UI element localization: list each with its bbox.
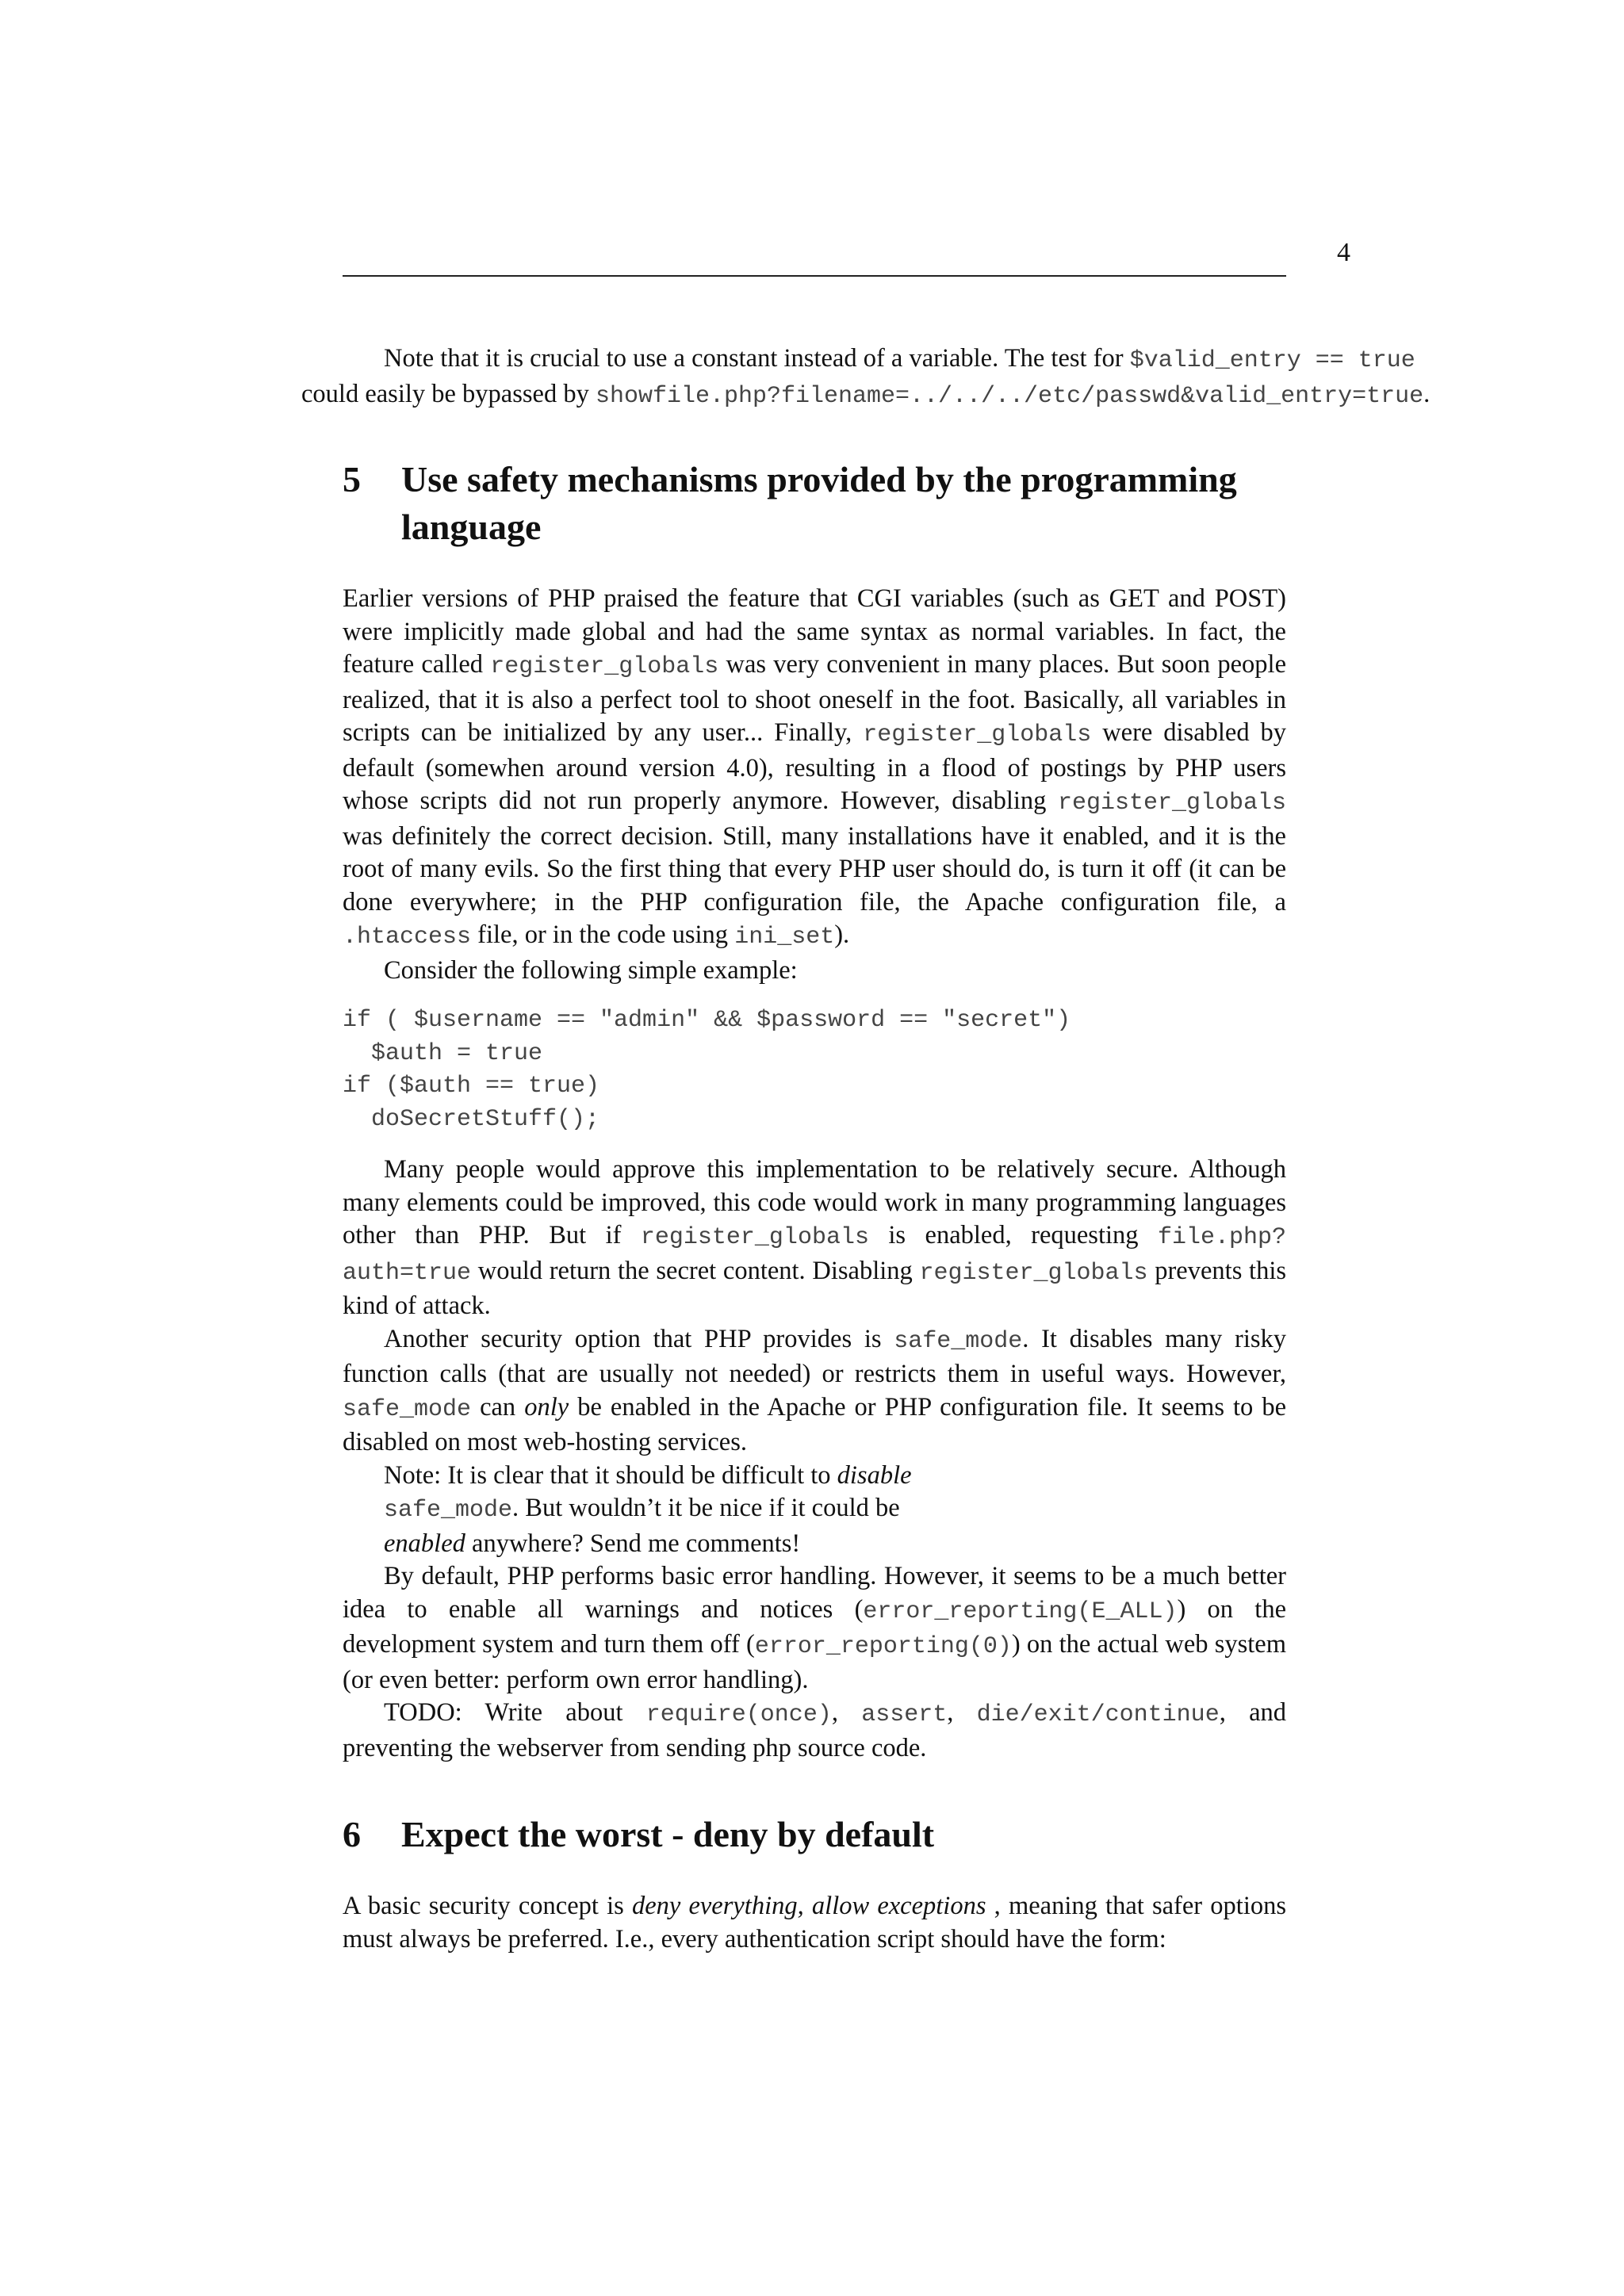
emphasis: deny everything, allow exceptions <box>631 1892 986 1920</box>
code-line: doSecretStuff(); <box>343 1105 600 1133</box>
inline-code: error_reporting(0) <box>754 1633 1012 1660</box>
page-number: 4 <box>1337 238 1350 267</box>
text: would return the secret content. Disabling <box>471 1256 920 1285</box>
text: could easily be bypassed by <box>301 379 596 408</box>
inline-code: safe_mode <box>894 1327 1023 1355</box>
code-block <box>343 1004 1286 1136</box>
text: By default, PHP performs basic error handling. However, it seems to be a much better idea to enable all warnings and notices ( <box>343 1562 1286 1624</box>
note-line <box>384 1492 1286 1528</box>
text: be enabled in the Apache or PHP configuration file. It seems to be disabled on most web-hosting services. <box>343 1392 1286 1456</box>
inline-code: showfile.php?filename=../../../etc/passwd&valid_entry=true <box>595 382 1424 410</box>
section-6-heading <box>343 1811 1286 1858</box>
note-line <box>384 1460 1286 1493</box>
text: Note: It is clear that it should be difficult to <box>384 1460 837 1490</box>
text: A basic security concept is <box>343 1892 632 1920</box>
text: ). <box>834 920 850 949</box>
inline-code: file.php?auth=true <box>343 1224 1286 1287</box>
text: is enabled, requesting <box>868 1221 1158 1249</box>
inline-code: error_reporting(E_ALL) <box>863 1598 1178 1625</box>
emphasis: disable <box>837 1460 912 1490</box>
text: was definitely the correct decision. Still, many installations have it enabled, and it is the root of many evils. So the first thing that every PHP user should do, is turn it off (it can be done everywhere; in the PHP configuration file, the Apache configuration file, a <box>343 821 1286 916</box>
section-number: 5 <box>343 459 361 499</box>
inline-code: assert <box>861 1701 948 1728</box>
section-title: Expect the worst - deny by default <box>401 1814 935 1854</box>
note-line <box>384 1528 1286 1561</box>
text: can <box>471 1392 525 1422</box>
text: Many people would approve this implementation to be relatively secure. Although many elements could be improved, this code would work in many programming languages other than PHP. But if <box>343 1155 1286 1249</box>
text: prevents this kind of attack. <box>343 1256 1287 1320</box>
inline-code: die/exit/continue <box>976 1701 1220 1728</box>
paragraph-error-handling <box>343 1560 1286 1697</box>
text: was very convenient in many places. But soon people realized, that it is also a perfect tool to shoot oneself in the foot. Basically, all variables in scripts can be initialized by any user... Finally, <box>343 650 1287 747</box>
emphasis: enabled <box>384 1529 465 1558</box>
inline-code: safe_mode <box>384 1497 513 1524</box>
text: , and preventing the webserver from sending php source code. <box>343 1698 1287 1762</box>
code-line: if ( $username == "admin" && $password == "secret") <box>343 1007 1071 1034</box>
text: TODO: Write about <box>384 1698 646 1727</box>
text: file, or in the code using <box>471 920 735 949</box>
inline-code: require(once) <box>645 1701 832 1728</box>
paragraph-approve-implementation <box>343 1154 1286 1323</box>
page-body <box>301 342 1431 1956</box>
section-title: Use safety mechanisms provided by the programming language <box>401 459 1237 547</box>
inline-code: register_globals <box>1057 790 1286 817</box>
text: . <box>1423 379 1431 408</box>
section-5-heading <box>343 456 1286 551</box>
inline-code: $valid_entry == true <box>1129 347 1415 374</box>
text: were disabled by default (somewhen around version 4.0), resulting in a flood of postings by PHP users whose scripts did not run properly anymore. However, disabling <box>343 718 1287 815</box>
code-line: if ($auth == true) <box>343 1073 600 1100</box>
paragraph-todo <box>343 1697 1286 1765</box>
inline-code: register_globals <box>490 653 719 680</box>
paragraph-deny-by-default <box>343 1890 1286 1956</box>
text: , meaning that safer options must always be preferred. I.e., every authentication script should have the form: <box>343 1892 1286 1954</box>
emphasis: only <box>524 1392 569 1422</box>
paragraph-register-globals <box>343 583 1286 955</box>
text: Another security option that PHP provides is <box>384 1324 894 1353</box>
paragraph-constant-note <box>301 342 1431 413</box>
text: ) on the actual web system (or even better: perform own error handling). <box>343 1630 1286 1694</box>
inline-code: safe_mode <box>343 1395 472 1423</box>
text: , <box>947 1698 977 1727</box>
paragraph-safe-mode <box>343 1323 1286 1460</box>
text: Note that it is crucial to use a constant instead of a variable. The test for <box>384 344 1130 373</box>
text: anywhere? Send me comments! <box>465 1529 801 1558</box>
paragraph-consider-example: Consider the following simple example: <box>384 955 798 985</box>
text: . But wouldn’t it be nice if it could be <box>512 1494 900 1522</box>
inline-code: register_globals <box>863 721 1092 748</box>
text: . It disables many risky function calls (that are usually not needed) or restricts them in useful ways. However, <box>343 1324 1287 1388</box>
section-number: 6 <box>343 1814 361 1854</box>
inline-code: .htaccess <box>343 924 472 951</box>
code-line: $auth = true <box>343 1039 543 1067</box>
header-rule <box>343 275 1286 277</box>
note-block <box>343 1460 1286 1561</box>
text: ) on the development system and turn them off ( <box>343 1594 1286 1659</box>
text: Earlier versions of PHP praised the feature that CGI variables (such as GET and POST) were implicitly made global and had the same syntax as normal variables. In fact, the feature called <box>343 584 1286 679</box>
inline-code: register_globals <box>640 1224 869 1251</box>
inline-code: register_globals <box>919 1259 1148 1287</box>
inline-code: ini_set <box>734 924 835 951</box>
text: , <box>831 1698 862 1727</box>
